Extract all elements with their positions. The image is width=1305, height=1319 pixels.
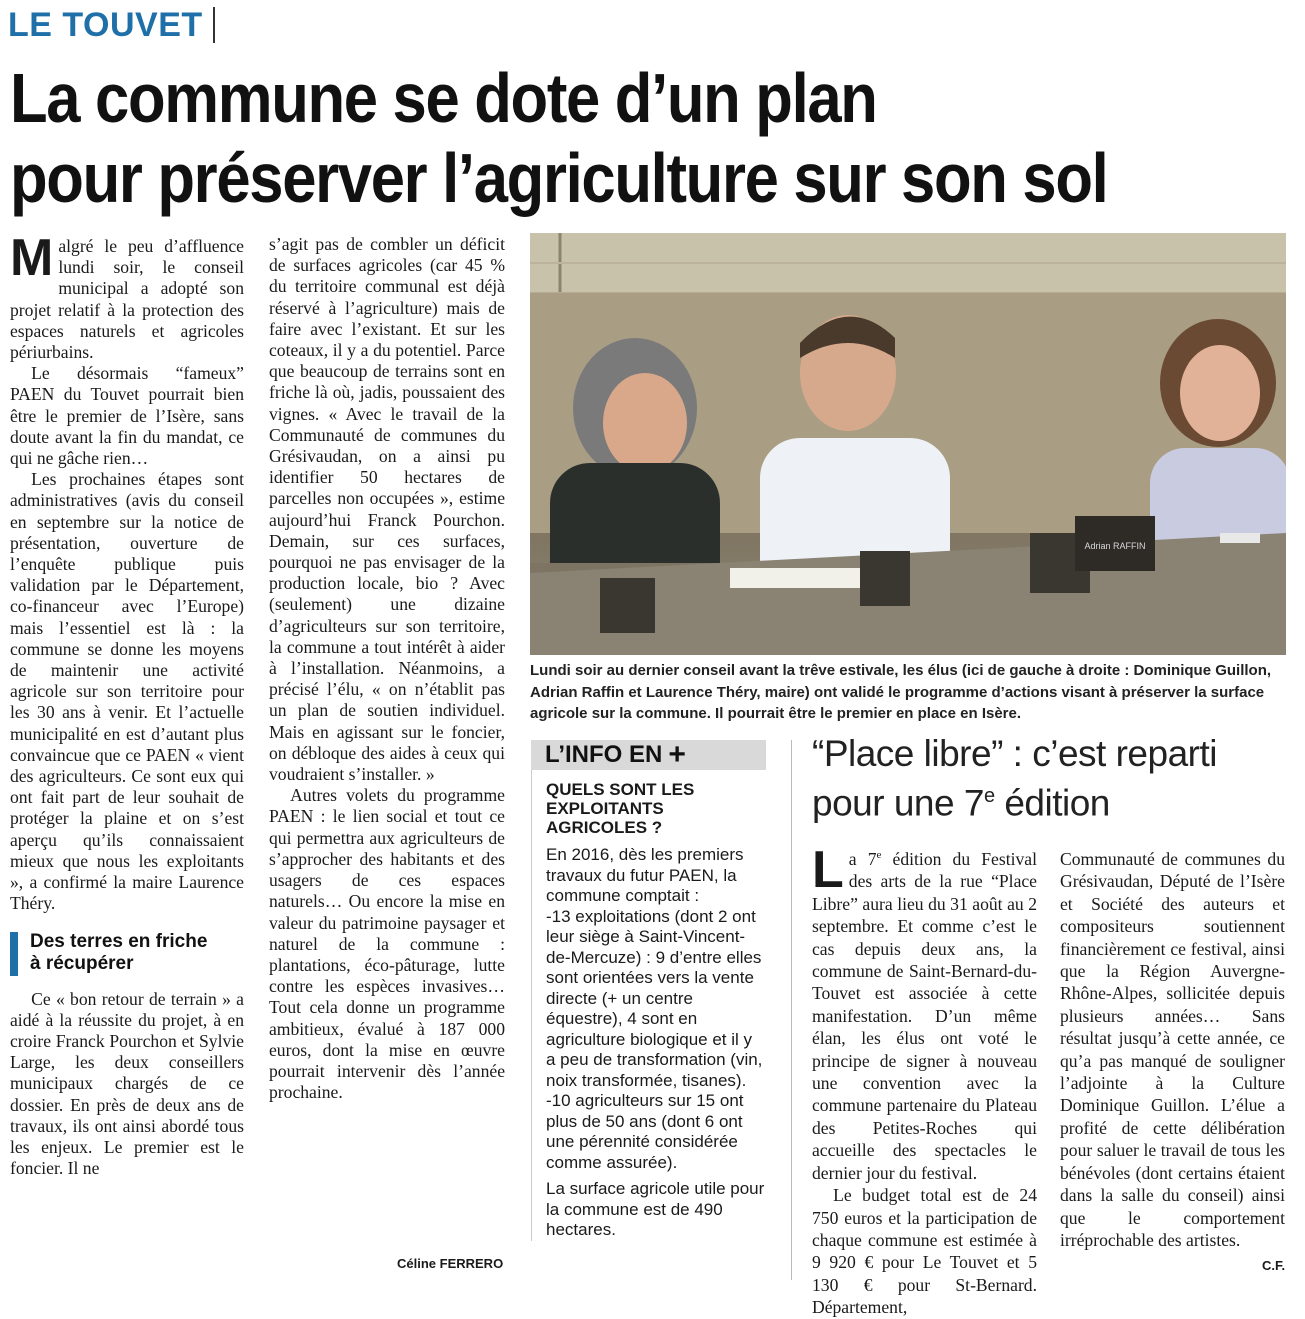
article2-paragraph: La 7e édition du Festival des arts de la rue “Place Libre” aura lieu du 31 août au 2 septembre. Et comme c’est le cas depuis deux ans, la commune de Saint-Bernard-du-Touvet est associée à cette manifestation. D’un même élan, les élus ont voté le principe de signer à nouveau une convention avec la commune partenaire du Plateau des Petites-Roches qui accueille des spectacles le dernier jour du festival. <box>812 841 1037 1183</box>
info-box-title: QUELS SONT LES EXPLOITANTS AGRICOLES ? <box>546 780 695 837</box>
info-box-paragraph: En 2016, dès les premiers travaux du futur PAEN, la commune comptait : <box>546 845 744 905</box>
article1-paragraph: Autres volets du programme PAEN : le lien social et tout ce qui permettra aux agriculteurs de s’approcher des habitants et des usagers de ces espaces naturels… Ou encore la mise en valeur du patrimoine paysager et naturel de la commune : plantations, éco-pâturage, lutte contre les espèces invasives… Tout cela donne un programme ambitieux, évalué à 187 000 euros, dont la mise en œuvre pourrait intervenir dès l’année prochaine. <box>269 785 505 1103</box>
article1-paragraph: Le désormais “fameux” PAEN du Touvet pourrait bien être le premier de l’Isère, sans doute avant la fin du mandat, ce qui ne gâche rien… <box>10 363 244 469</box>
subhead-line-2: à récupérer <box>30 952 134 974</box>
info-box-header <box>531 740 766 770</box>
info-box-text <box>546 845 766 1241</box>
article1-subhead <box>10 931 244 975</box>
article2-paragraph: Le budget total est de 24 750 euros et la participation de chaque commune est estimée à 9 920 € pour Le Touvet et 5 130 € pour St-Bernard. Département, <box>812 1185 1037 1318</box>
info-box <box>531 740 766 1258</box>
info-box-header-label: L’INFO EN <box>545 741 663 768</box>
article1-signature: Céline FERRERO <box>397 1256 504 1271</box>
article1-paragraph: Ce « bon retour de terrain » a aidé à la réussite du projet, à en croire Franck Pourchon et Sylvie Large, les deux conseillers municipaux chargés de ce dossier. En près de deux ans de travaux, ils ont ainsi abordé tous les enjeux. Le premier est le foncier. Il ne <box>10 988 244 1179</box>
article2-column-2 <box>1060 848 1285 1251</box>
info-box-body <box>531 770 766 1241</box>
photo-illustration <box>530 233 1286 655</box>
plus-icon: + <box>668 738 686 771</box>
section-kicker <box>8 4 215 46</box>
article2-title: “Place libre” : c’est reparti pour une 7e édition <box>812 733 1217 824</box>
info-box-paragraph: -13 exploitations (dont 2 ont leur siège à Saint-Vincent-de-Mercuze) : 9 d’entre elles sont orientées vers la vente directe (+ un centre équestre), 4 sont en agriculture biologique et il y a peu de transformation (vin, noix transformée, tisanes). <box>546 906 763 1090</box>
article2-paragraph: Communauté de communes du Grésivaudan, Député de l’Isère et Société des auteurs et compositeurs soutiennent financièrement ce festival, ainsi que la Région Auvergne-Rhône-Alpes, sollicitée depuis plusieurs années… Sans résultat jusqu’à cette année, ce qu’a pas manqué de souligner l’adjointe à la Culture Dominique Guillon. L’élue a profité de cette délibération pour saluer le travail de tous les bénévoles (dont certains étaient dans la salle du conseil) ainsi que le comportement irréprochable des artistes. <box>1060 849 1285 1250</box>
kicker-label: LE TOUVET <box>8 5 203 44</box>
column-divider <box>791 740 792 1280</box>
info-box-paragraph: La surface agricole utile pour la commune est de 490 hectares. <box>546 1179 765 1239</box>
nameplate-text: Adrian RAFFIN <box>1084 541 1146 551</box>
subhead-line-1: Des terres en friche <box>30 930 208 952</box>
article2-signature: C.F. <box>1262 1258 1286 1273</box>
dropcap: L <box>812 841 844 899</box>
headline-line-1: La commune se dote d’un plan <box>10 59 877 137</box>
article1-paragraph: Malgré le peu d’affluence lundi soir, le conseil municipal a adopté son projet relatif à la protection des espaces naturels et agricoles périurbains. <box>10 229 244 363</box>
headline-line-2: pour préserver l’agriculture sur son sol <box>10 139 1108 217</box>
photo-caption: Lundi soir au dernier conseil avant la trêve estivale, les élus (ici de gauche à droite : Dominique Guillon, Adrian Raffin et Laurence Théry, maire) ont validé le programme d’actions visant à préserver la surface agricole sur la commune. Il pourrait être le premier en place en Isère. <box>530 662 1272 722</box>
article2-column-1 <box>812 841 1037 1319</box>
article2-title-line-1: “Place libre” : c’est reparti <box>812 733 1217 774</box>
council-photo <box>530 233 1286 655</box>
kicker-divider <box>213 7 215 43</box>
article1-paragraph: s’agit pas de combler un déficit de surfaces agricoles (car 45 % du territoire communal est déjà réservé à l’agriculture) mais de faire avec l’existant. Et sur les coteaux, il y a du potentiel. Parce que beaucoup de terrains sont en friche là où, jadis, poussaient des vignes. « Avec le travail de la Communauté de communes du Grésivaudan, on a ainsi pu identifier 50 hectares de parcelles non occupées », estime aujourd’hui Franck Pourchon. Demain, sur ces surfaces, pourquoi ne pas envisager de la production locale, bio ? Avec (seulement) une dizaine d’agriculteurs sur son territoire, la commune a tout intérêt à aider à l’installation. Néanmoins, a précisé l’élu, « on n’établit pas un plan de soutien individuel. Mais en agissant sur le foncier, on débloque des aides à ceux qui voudraient s’installer. » <box>269 234 505 785</box>
article1-paragraph: Les prochaines étapes sont administratives (avis du conseil en septembre sur la notice de présentation, ouverture de l’enquête publique puis validation par le Département, co-financeur avec l’Europe) mais l’essentiel est là : la commune se donne les moyens de maintenir une activité agricole sur son territoire pour les 30 ans à venir. Et l’actuelle municipalité en est d’autant plus convaincue que ce PAEN « vient des agriculteurs. Ce sont eux qui ont fait part de leur souhait de protéger la plaine et on s’est aperçu qu’ils connaissaient mieux que nous les exploitants », a confirmé la maire Laurence Théry. <box>10 469 244 914</box>
info-box-paragraph: -10 agriculteurs sur 15 ont plus de 50 ans (dont 6 ont une pérennité considérée comme assurée). <box>546 1091 744 1172</box>
article1-column-1 <box>10 229 244 1179</box>
article-headline <box>10 58 1145 218</box>
dropcap: M <box>10 229 54 287</box>
article1-column-2 <box>269 234 505 1103</box>
